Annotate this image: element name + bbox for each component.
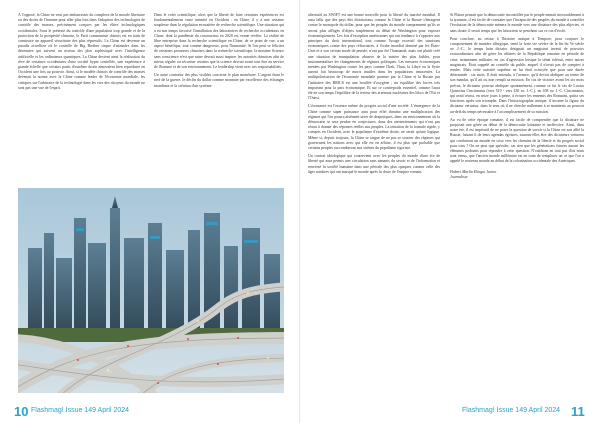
left-page-column-1	[18, 13, 145, 183]
right-page	[300, 0, 600, 423]
left-footer-issue: Flashmag! Issue 149 April 2024	[31, 407, 130, 414]
paragraph: Un contrat idéologique qui contrevient avec les peuples du monde d'une ère de liberté qui aura permis une circulation sans aimants du savoir et de l'information et renversé la société humaine dans une période des plus opaques comme celle des âges sombres qui ont marqué le monde après la chute de l'empire romain.	[308, 154, 440, 174]
paragraph: Si Platon pensait que la démocratie incontrôlée par le peuple menait inexorablement à la tyrannie, il est facile de constater que l'incapacité des peuples du monde à contrôler l'évolution de la démocratie mènera le monde vers une dictature des plus abjectes, et sans doute, il serait temps que les historiens se penchent sur ce cas d'école.	[450, 13, 584, 33]
right-footer-issue: Flashmag! Issue 149 April 2024	[462, 407, 561, 414]
left-page-column-2	[154, 13, 284, 183]
right-page-number: 11	[571, 404, 585, 419]
paragraph: Pour conclure, au retour à l'histoire antique à Tempore, pour conjurer le comportement de manière allergique, tenté la forte vie sévère de la fin du Ve siècle av. J.-C., le temps latin dictator désignait un magistrat investi de pouvoirs extraordinaires afin de gérer les affaires de la République romaine en période de crise, notamment militaire, en cas d'agression lorsque la sénat tolérait, entre autres magistrats. Était rappelé au contrôle du public auquel il n'avait pas de comptes à rendre. Mais cette autorité suprême ne lui était octroyée que pour une durée déterminée : six mois. Il était entendu, à l'avance, qu'il devait abdiquer au terme de son mandat, qu'il ait ou non rempli sa mission. En cas de victoire avant les six mois prévus, le dictateur pouvait abdiquer spontanément, comme ce fut le cas de Lucius Quinctius Cincinnatus (vers 519 - vers 430 av. J.-C.), en 458 av. J.-C. Cincinnatus, qui avait réussi, en seize jours à peine, à écraser les ennemis des Romains, quitta ses fonctions après son triomphe. Dans l'historiographie antique, il incarne la figure du dictateur vertueux, dans le sens où il ne cherche nullement à se maintenir au pouvoir au-delà du temps nécessaire à l'accomplissement de sa mission.	[450, 36, 584, 114]
paragraph: L'économie est l'essence même du progrès social d'une société. L'émergence de la Chine comme super puissance aura pour effet domino une multiplication des régimes qui l'on pourra aisément taxer de despotiques, dans un environnement où la démocratie se sera perdue en conjectures, dans des atermoiements qui n'ont pas réussi à donner des réponses réelles aux peuples. La tentation de la formule rigide, y compris en Occident, avec le populisme d'extrême droite, ne serait qu'une logique. Même si, depuis toujours, la Chine se targue de ne pas se soucier des régimes qui gouvernent les nations avec qui elle est en affaire, il est plus que probable que certains peuples succomberont aux sirènes du populisme rigoriste.	[308, 104, 440, 151]
city-highway-illustration	[18, 188, 284, 393]
city-highway-photo	[18, 188, 284, 393]
author-role: Journaliste	[450, 174, 468, 179]
paragraph: Un autre contraste des plus visibles concerne le plan monétaire. L'argent étant le nerf de la guerre, le déclin du dollar comme monnaie par excellence des échanges mondiaux et la création d'un système	[154, 73, 284, 88]
author-name: Hubert Marlin Elingui Junior	[450, 169, 497, 174]
paragraph: alternatif au SWIFT est une bonne nouvelle pour la liberté du marché mondial. Il aura fallu que des pays dits dictatoriaux comme la Chine et la Russie s'émargent contre le monopole du dollar, pour que les peuples du monde comprennent qu'ils se seront plus affligés d'objets souplement au débat de Washington pour exposer économiquement. Les lois d'exception américaines qui ont tendance à s'opposer aux principes du droit international, tout comme l'usage excessif des sanctions économiques contre des pays réfractaires, à l'ordre mondial dominé par les États-Unis et a son certain mode de pensée, n'ont pas été l'humanité, mais ont plutôt créé une situation de manipulation abusive de la misère des plus faibles, pour instrumentaliser les changements de régimes politiques. Les mesures économiques menées par Washington contre les pays comme l'Irak, l'Iran, la Libye ou la Syrie auront fait beaucoup de morts inutiles dans les populations innocentes. La multipolarisation de l'économie mondiale promue par la Chine et la Russie par l'initiative des BRICS est une bouffée d'oxygène ; un équilibre des forces très important pour la paix économique. Et sur ce contrepoids essentiel, comme l'aura été en son temps l'équilibre de la terreur des arsenaux nucléaires des blocs de l'Est et l'Ouest.	[308, 13, 440, 101]
left-page-number: 10	[14, 404, 29, 419]
paragraph: Au vu de cette époque romaine, il est facile de comprendre que la dictature ne proposait une gérée au début de la démocratie lointaine et ineffective. Ainsi, dans notre ère, il est impératif de ne poser la question de savoir si la Chine est son allié la Russie, faisant fi de leurs agendas égoïstes, sauront-elles être des dictateurs vertueux qui conduiront un monde en crise vers les chemins de la liberté et du progrès social pour tous ? On ne peut que spéculer, car rien que les générations futures auront les éléments probants pour répondre à cette question. N'oublions en tout pas d'où nous sont venus, que l'ancien monde millénaire est en train de remplacer un ce que l'on a appelé le nouveau monde au début de la colonisation occidentale des Amériques.	[450, 117, 584, 164]
paragraph: À l'opposé, la Chine ne veut pas embarrasser du complexe de la morale libertaire ou des droits de l'homme pour aller plus loin dans l'adoption des technologies de contrôle des masses, précisément conçues par les élites technologiques occidentales. Sous le prétexte du contrôle d'une population trop grande et de la protection de la prospérité chinoise, le Parti communiste chinois est en train de construire un appareil sécuritaire des plus répressifs. La Chine est devenue un paradis orwellien où le contrôle de Big Brother risque d'atteindre dans les décennies qui suivent un niveau des plus sophistiqué avec l'intelligence artificielle et les ordinateurs quantiques. La Chine devient ainsi la réalisation du rêve de certaines occidentaux d'une société hyper contrôlée, une expérience à grande échelle que certains partis d'extrême droite aimeraient bien reproduire en Occident une fois au pouvoir. Ainsi, si le modèle chinois de contrôle des masses devenait la norme avec la Chine comme leader de l'économie mondiale, les critiques sur l'arbitraire de la technologie dans les vies des citoyens du monde ne sont pas une vue de l'esprit.	[18, 13, 145, 90]
right-page-column-1	[308, 13, 440, 401]
paragraph: Dans le volet scientifique, alors que la liberté de faire certaines expériences est fondamentalement vaste intimité en Occident : en Chine, il y a une certaine souplesse dans la régulation en matière de recherche scientifique. Une situation qui a eu son temps favorisé l'installation des laboratoires de recherche occidentaux en Chine, dont la pandémie du coronavirus en 2020 est venue révéler. La réalité de libre entreprise dans la recherche scientifique en Chine, de ce point de vue, a un aspect bénéfique, tout comme dangereux, pour l'humanité. Si l'on peut se féliciter de certaines prouesses chinoises dans la recherche scientifique, la maxime Science sans conscience n'est que ruine devrait aussi inspirer les autorités chinoises afin de mieux réguler ou sécuriser certains que la science devrait avant tout être au service de l'homme et de son environnement. Le leadership vient avec ses responsabilités.	[154, 13, 284, 70]
right-page-column-2	[450, 13, 584, 401]
